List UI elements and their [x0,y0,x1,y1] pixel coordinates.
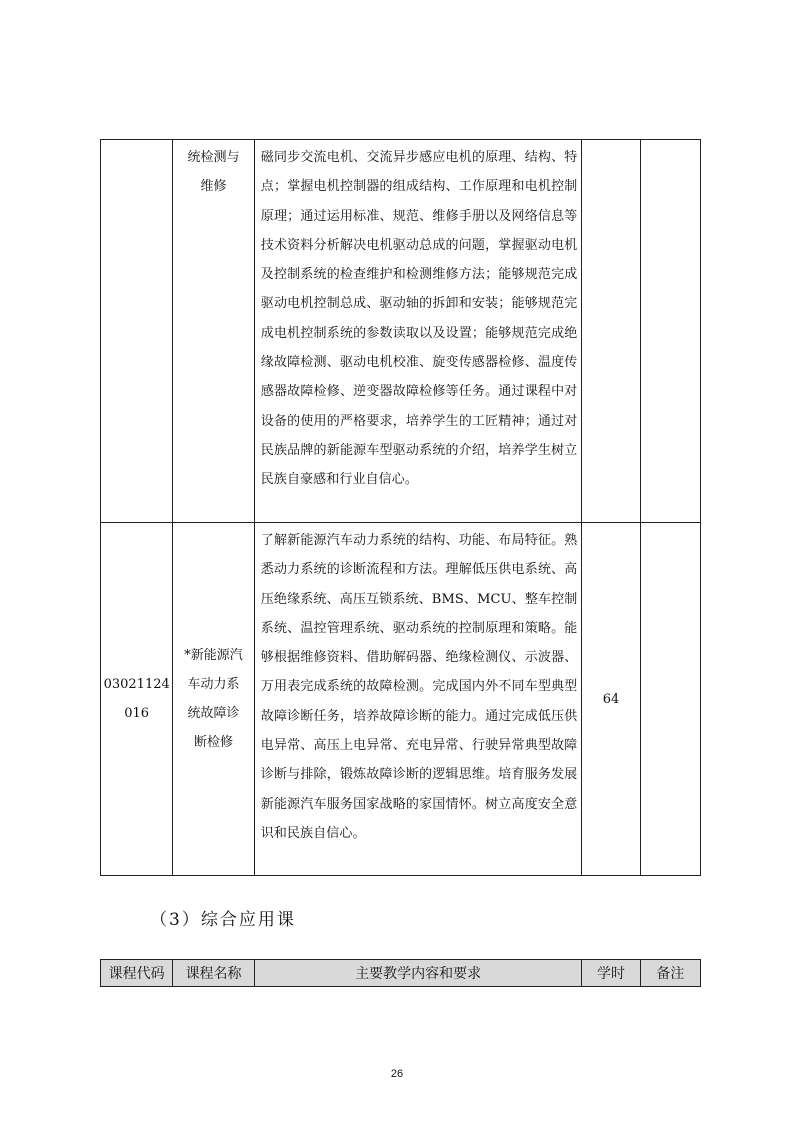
course-hours-cell: 64 [582,523,640,876]
course-code-line: 016 [124,706,150,721]
course-code-line: 03021124 [103,677,170,692]
course-name-line: *新能源汽 [184,648,243,663]
course-name-line: 维修 [200,179,227,194]
table-row [101,523,701,876]
table-row [101,140,701,523]
course-content-cell: 了解新能源汽车动力系统的结构、功能、布局特征。熟悉动力系统的诊断流程和方法。理解低压供电系统、高压绝缘系统、高压互锁系统、BMS、MCU、整车控制系统、温控管理系统、驱动系统的控制原理和策略。能够根据维修资料、借助解码器、绝缘检测仪、示波器、万用表完成系统的故障检测。完成国内外不同车型典型故障诊断任务，培养故障诊断的能力。通过完成低压供电异常、高压上电异常、充电异常、行驶异常典型故障诊断与排除，锻炼故障诊断的逻辑思维。培育服务发展新能源汽车服务国家战略的家国情怀。树立高度安全意识和民族自信心。 [254,523,582,876]
header-hours: 学时 [582,960,640,987]
course-name-cell [173,523,254,876]
course-table [100,139,701,876]
course-remarks-cell [640,140,700,523]
course-content-cell: 磁同步交流电机、交流异步感应电机的原理、结构、特点；掌握电机控制器的组成结构、工作原理和电机控制原理；通过运用标准、规范、维修手册以及网络信息等技术资料分析解决电机驱动总成的问题，掌握驱动电机及控制系统的检查维护和检测维修方法；能够规范完成驱动电机控制总成、驱动轴的拆卸和安装；能够规范完成电机控制系统的参数读取以及设置；能够规范完成绝缘故障检测、驱动电机校准、旋变传感器检修、温度传感器故障检修、逆变器故障检修等任务。通过课程中对设备的使用的严格要求，培养学生的工匠精神；通过对民族品牌的新能源车型驱动系统的介绍，培养学生树立民族自豪感和行业自信心。 [254,140,582,523]
header-course-code: 课程代码 [101,960,173,987]
table-header-row [101,960,701,987]
course-name-line: 断检修 [194,735,234,750]
course-remarks-cell [640,523,700,876]
course-code-cell [101,140,173,523]
page-number: 26 [390,1068,404,1080]
header-remarks: 备注 [640,960,700,987]
section-title: （3）综合应用课 [150,910,296,930]
course-name-cell [173,140,254,523]
header-content: 主要教学内容和要求 [254,960,582,987]
course-table-header [100,959,701,987]
header-course-name: 课程名称 [173,960,254,987]
course-name-line: 统故障诊 [187,706,240,721]
course-name-line: 车动力系 [187,677,240,692]
course-code-cell [101,523,173,876]
course-name-line: 统检测与 [187,150,240,165]
course-hours-cell [582,140,640,523]
